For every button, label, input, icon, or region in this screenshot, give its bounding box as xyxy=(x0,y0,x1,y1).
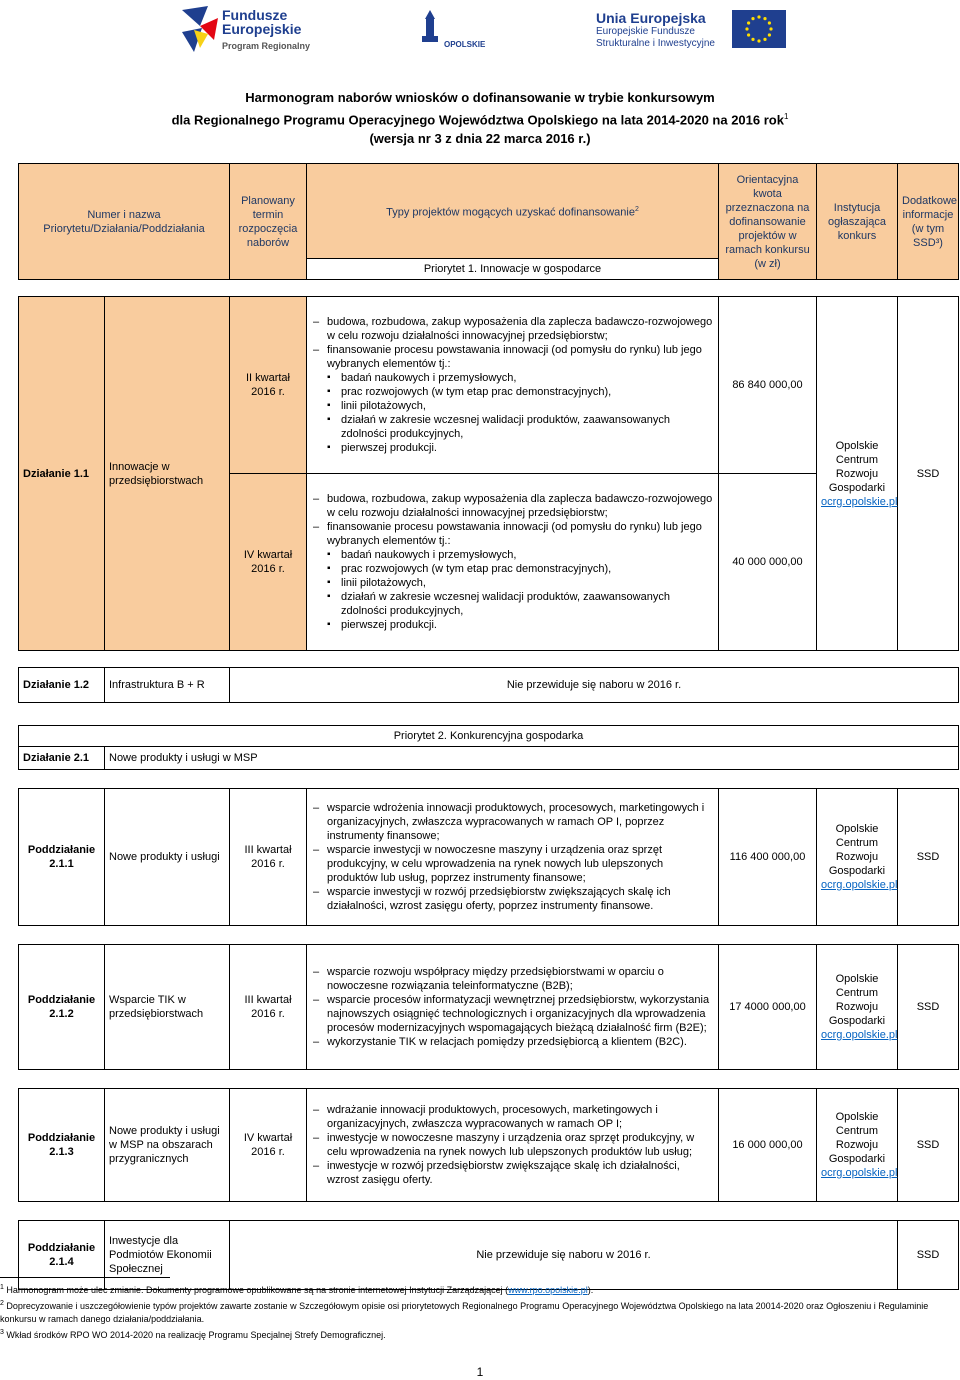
opolskie-text: OPOLSKIE xyxy=(444,40,486,49)
p213-amount: 16 000 000,00 xyxy=(719,1089,817,1202)
priority-1-title: Priorytet 1. Innowacje w gospodarce xyxy=(307,259,719,280)
schedule-table xyxy=(18,163,959,1290)
p211-institution xyxy=(817,789,898,926)
spacer-row xyxy=(19,1202,959,1221)
p214-name: Inwestycje dla Podmiotów Ekonomii Społecznej xyxy=(105,1221,230,1290)
footnote-1-num: 1 xyxy=(0,1284,4,1291)
p211-amount: 116 400 000,00 xyxy=(719,789,817,926)
p212-term: III kwartał 2016 r. xyxy=(230,945,307,1070)
footnote-3-num: 3 xyxy=(0,1329,4,1336)
p211-term: III kwartał 2016 r. xyxy=(230,789,307,926)
p212-amount: 17 4000 000,00 xyxy=(719,945,817,1070)
institution-name: Opolskie Centrum Rozwoju Gospodarki xyxy=(828,439,886,494)
spacer-row xyxy=(19,926,959,945)
institution-link[interactable]: ocrg.opolskie.pl xyxy=(821,1029,898,1041)
institution-name: Opolskie Centrum Rozwoju Gospodarki xyxy=(828,823,886,877)
logo-bar xyxy=(0,0,960,70)
p211-type-item: – wsparcie inwestycji w nowoczesne maszyny i urządzenia oraz sprzęt produkcyjny, w celu wprowadzenia na rynek nowych lub ulepszonych produktów lub usług, poprzez instrumenty finansowe; xyxy=(311,843,714,885)
institution-link[interactable]: ocrg.opolskie.pl xyxy=(821,495,898,508)
p213-name: Nowe produkty i usługi w MSP na obszarach przygranicznych xyxy=(105,1089,230,1202)
d11-subtype-item: ▪ pierwszej produkcji. xyxy=(311,618,714,632)
fe-line3: Program Regionalny xyxy=(222,41,311,51)
institution-name: Opolskie Centrum Rozwoju Gospodarki xyxy=(828,973,886,1027)
d11-subtype-item: ▪ działań w zakresie wczesnej walidacji produktów, zaawansowanych zdolności produkcyjnych, xyxy=(311,413,714,441)
title-line1: Harmonogram naborów wniosków o dofinansowanie w trybie konkursowym xyxy=(245,90,715,105)
d11-amount1: 86 840 000,00 xyxy=(719,297,817,474)
footnote-1 xyxy=(0,1281,960,1297)
fundusze-europejskie-logo xyxy=(178,4,318,60)
footnote-2 xyxy=(0,1297,960,1326)
p212-code: Poddziałanie 2.1.2 xyxy=(19,945,105,1070)
p213-code: Poddziałanie 2.1.3 xyxy=(19,1089,105,1202)
d12-note: Nie przewiduje się naboru w 2016 r. xyxy=(230,668,959,703)
p212-name: Wsparcie TIK w przedsiębiorstwach xyxy=(105,945,230,1070)
unia-europejska-logo xyxy=(596,8,806,58)
d11-type-item: – budowa, rozbudowa, zakup wyposażenia dla zaplecza badawczo-rozwojowego w celu rozwoju działalności innowacyjnej przedsiębiorstw; xyxy=(311,315,714,343)
p214-info: SSD xyxy=(898,1221,959,1290)
p213-type-item: – inwestycje w rozwój przedsiębiorstw zwiększające skalę ich działalności, wzrost zasięgu oferty. xyxy=(311,1159,714,1187)
title-line2: dla Regionalnego Programu Operacyjnego Województwa Opolskiego na lata 2014-2020 na 2016 rok xyxy=(171,112,784,128)
fe-line1: Fundusze xyxy=(222,7,288,23)
p213-type-item: – wdrażanie innowacji produktowych, procesowych, marketingowych i organizacyjnych, zwłaszcza wypracowanych w ramach OP I; xyxy=(311,1103,714,1131)
d11-subtype-item: ▪ prac rozwojowych (w tym etap prac demonstracyjnych), xyxy=(311,385,714,399)
footnotes xyxy=(0,1277,960,1342)
table-row-d21 xyxy=(19,747,959,770)
d11-subtype-item: ▪ pierwszej produkcji. xyxy=(311,441,714,455)
page-number: 1 xyxy=(476,1365,484,1379)
d11-subtype-item: ▪ działań w zakresie wczesnej walidacji produktów, zaawansowanych zdolności produkcyjnych, xyxy=(311,590,714,618)
institution-link[interactable]: ocrg.opolskie.pl xyxy=(821,1167,898,1179)
footnote-1-end: ). xyxy=(587,1285,594,1295)
d11-type-item: – finansowanie procesu powstawania innowacji (od pomysłu do rynku) lub jego wybranych elementów tj.: xyxy=(311,343,714,371)
d11-type-item: – finansowanie procesu powstawania innowacji (od pomysłu do rynku) lub jego wybranych elementów tj.: xyxy=(311,520,714,548)
ue-line3: Strukturalne i Inwestycyjne xyxy=(596,38,715,49)
eu-flag-icon xyxy=(732,10,786,48)
footnote-1-text: Harmonogram może ulec zmianie. Dokumenty programowe opublikowane są na stronie internetowej Instytucji Zarządzającej ( xyxy=(6,1285,509,1295)
header-institution: Instytucja ogłaszająca konkurs xyxy=(817,164,898,280)
d11-types1 xyxy=(307,297,719,474)
title-footnote-ref: 1 xyxy=(783,112,789,121)
p213-type-item: – inwestycje w nowoczesne maszyny i urządzenia oraz sprzęt produkcyjny, w celu wprowadzenia na rynek nowych lub ulepszonych produktów lub usług; xyxy=(311,1131,714,1159)
d21-code: Działanie 2.1 xyxy=(19,747,105,770)
d11-types2 xyxy=(307,474,719,651)
institution-name: Opolskie Centrum Rozwoju Gospodarki xyxy=(828,1111,886,1165)
p211-info: SSD xyxy=(898,789,959,926)
p212-institution xyxy=(817,945,898,1070)
p214-note: Nie przewiduje się naboru w 2016 r. xyxy=(230,1221,898,1290)
d11-subtype-item: ▪ linii pilotażowych, xyxy=(311,399,714,413)
p213-types xyxy=(307,1089,719,1202)
d11-subtype-item: ▪ badań naukowych i przemysłowych, xyxy=(311,371,714,385)
p213-info: SSD xyxy=(898,1089,959,1202)
priority-2-row xyxy=(19,726,959,747)
d21-name: Nowe produkty i usługi w MSP xyxy=(105,747,959,770)
fe-star-icon xyxy=(178,4,220,56)
p214-code: Poddziałanie 2.1.4 xyxy=(19,1221,105,1290)
p211-name: Nowe produkty i usługi xyxy=(105,789,230,926)
table-row-d12 xyxy=(19,668,959,703)
spacer-row xyxy=(19,770,959,789)
d11-term2: IV kwartał 2016 r. xyxy=(230,474,307,651)
p211-code: Poddziałanie 2.1.1 xyxy=(19,789,105,926)
ue-line1: Unia Europejska xyxy=(596,10,706,26)
d11-name: Innowacje w przedsiębiorstwach xyxy=(105,297,230,651)
d11-info: SSD xyxy=(898,297,959,651)
table-row-p211 xyxy=(19,789,959,926)
spacer-row xyxy=(19,651,959,668)
table-row-d11a xyxy=(19,297,959,474)
title-line3: (wersja nr 3 z dnia 22 marca 2016 r.) xyxy=(369,131,591,147)
d12-name: Infrastruktura B + R xyxy=(105,668,230,703)
footnote-3-text: Wkład środków RPO WO 2014-2020 na realizację Programu Specjalnej Strefy Demograficznej. xyxy=(6,1330,386,1340)
table-row-p212 xyxy=(19,945,959,1070)
p211-type-item: – wsparcie inwestycji w rozwój przedsiębiorstw zwiększających skalę ich działalności, wzrost zasięgu oferty, poprzez instrumenty finansowe. xyxy=(311,885,714,913)
p212-type-item: – wsparcie procesów informatyzacji wewnętrznej przedsiębiorstw, wykorzystania najnowszych osiągnięć technologicznych i organizacyjnych dla wprowadzenia procesów modernizacyjnych wspomagających bieżącą działalność firm (B2E); xyxy=(311,993,714,1035)
d11-institution xyxy=(817,297,898,651)
d11-amount2: 40 000 000,00 xyxy=(719,474,817,651)
header-types xyxy=(307,164,719,259)
header-info: Dodatkowe informacje (w tym SSD³) xyxy=(898,164,959,280)
p213-term: IV kwartał 2016 r. xyxy=(230,1089,307,1202)
ue-line2: Europejskie Fundusze xyxy=(596,26,695,37)
p212-info: SSD xyxy=(898,945,959,1070)
opolskie-tower-icon xyxy=(418,10,442,44)
spacer-row xyxy=(19,280,959,297)
d11-code: Działanie 1.1 xyxy=(19,297,105,651)
spacer-row xyxy=(19,703,959,726)
footnote-2-text: Doprecyzowanie i uszczegółowienie typów projektów zawarte zostanie w Szczegółowym opisie osi priorytetowych Regionalnego Programu Operacyjnego Województwa Opolskiego na lata 20014-2020 oraz Ogłoszeniu i Regulaminie konkursu w ramach danego działania/poddziałania. xyxy=(0,1301,929,1324)
p213-institution xyxy=(817,1089,898,1202)
p212-types xyxy=(307,945,719,1070)
spacer-row xyxy=(19,1070,959,1089)
footnote-2-num: 2 xyxy=(0,1300,4,1307)
d12-code: Działanie 1.2 xyxy=(19,668,105,703)
table-header-row xyxy=(19,164,959,259)
opolskie-logo xyxy=(418,10,488,60)
footnote-separator xyxy=(0,1277,170,1278)
header-priority: Numer i nazwa Priorytetu/Działania/Poddziałania xyxy=(19,164,230,280)
p211-type-item: – wsparcie wdrożenia innowacji produktowych, procesowych, marketingowych i organizacyjnych, zwłaszcza wypracowanych w ramach OP I, poprzez instrumenty finansowe; xyxy=(311,801,714,843)
institution-link[interactable]: ocrg.opolskie.pl xyxy=(821,879,898,891)
footnote-1-link[interactable]: www.rpo.opolskie.pl xyxy=(508,1285,588,1295)
footnote-3 xyxy=(0,1326,960,1342)
d11-term1: II kwartał 2016 r. xyxy=(230,297,307,474)
p211-types xyxy=(307,789,719,926)
d11-subtype-item: ▪ badań naukowych i przemysłowych, xyxy=(311,548,714,562)
header-term: Planowany termin rozpoczęcia naborów xyxy=(230,164,307,280)
priority-2-title: Priorytet 2. Konkurencyjna gospodarka xyxy=(19,726,959,747)
d11-subtype-item: ▪ linii pilotażowych, xyxy=(311,576,714,590)
p212-type-item: – wsparcie rozwoju współpracy między przedsiębiorstwami w oparciu o nowoczesne rozwiązania teleinformatyczne (B2B); xyxy=(311,965,714,993)
table-row-p213 xyxy=(19,1089,959,1202)
d11-subtype-item: ▪ prac rozwojowych (w tym etap prac demonstracyjnych), xyxy=(311,562,714,576)
header-amount: Orientacyjna kwota przeznaczona na dofinansowanie projektów w ramach konkursu (w zł) xyxy=(719,164,817,280)
p212-type-item: – wykorzystanie TIK w relacjach pomiędzy przedsiębiorcą a klientem (B2C). xyxy=(311,1035,714,1049)
fe-line2: Europejskie xyxy=(222,21,302,37)
document-title xyxy=(0,88,960,148)
header-types-footnote: 2 xyxy=(634,205,639,213)
header-types-label: Typy projektów mogących uzyskać dofinansowanie xyxy=(386,206,635,219)
d11-type-item: – budowa, rozbudowa, zakup wyposażenia dla zaplecza badawczo-rozwojowego w celu rozwoju działalności innowacyjnej przedsiębiorstw; xyxy=(311,492,714,520)
